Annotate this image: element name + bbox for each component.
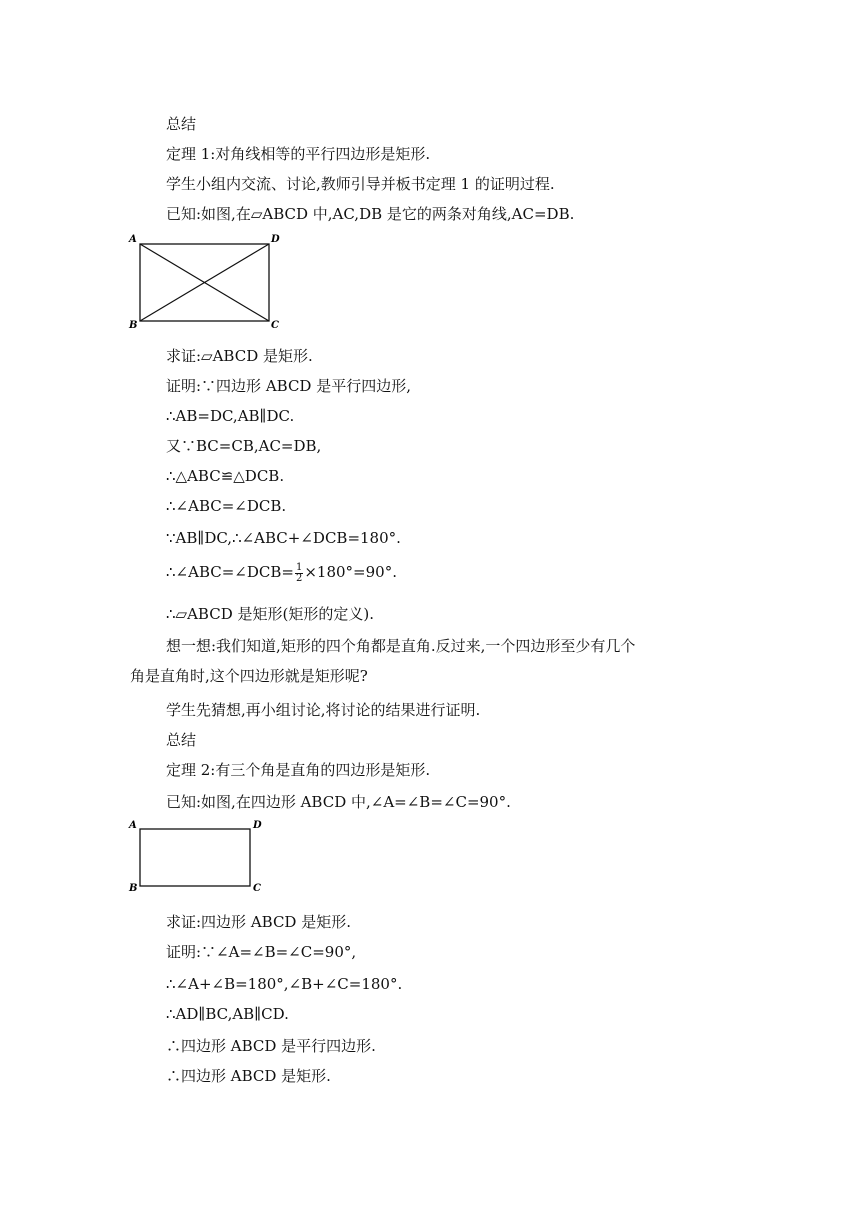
fraction-numerator: 1 (295, 561, 303, 573)
proof-line-fraction (166, 562, 397, 584)
proof-text: ×180°=90°. (304, 563, 397, 581)
prove-1: 求证:▱ABCD 是矩形. (166, 347, 313, 365)
vertex-label-a: A (129, 820, 137, 831)
summary-heading-2: 总结 (166, 731, 197, 749)
summary-heading-1: 总结 (166, 115, 197, 133)
parallelogram-diagonals-figure (126, 230, 286, 332)
vertex-label-c: C (253, 883, 261, 894)
fraction-half (295, 563, 303, 584)
vertex-label-b: B (129, 883, 138, 894)
proof-line: 又∵BC=CB,AC=DB, (166, 437, 322, 455)
proof-line: ∴AD∥BC,AB∥CD. (166, 1005, 289, 1023)
proof-line: ∴∠A+∠B=180°,∠B+∠C=180°. (166, 975, 403, 993)
proof-line: ∴△ABC≌△DCB. (166, 467, 285, 485)
vertex-label-d: D (271, 234, 280, 245)
prove-2: 求证:四边形 ABCD 是矩形. (166, 913, 351, 931)
fraction-denominator: 2 (295, 572, 303, 584)
proof-line: ∵AB∥DC,∴∠ABC+∠DCB=180°. (166, 529, 401, 547)
vertex-label-a: A (129, 234, 137, 245)
theorem-2: 定理 2:有三个角是直角的四边形是矩形. (166, 761, 431, 779)
vertex-label-c: C (271, 320, 279, 331)
rectangle-figure (126, 816, 266, 894)
proof-line: 证明:∵∠A=∠B=∠C=90°, (166, 943, 357, 961)
proof-line: ∴AB=DC,AB∥DC. (166, 407, 295, 425)
proof-text: ∴∠ABC=∠DCB= (166, 563, 294, 581)
vertex-label-b: B (129, 320, 138, 331)
given-2: 已知:如图,在四边形 ABCD 中,∠A=∠B=∠C=90°. (166, 793, 511, 811)
rectangle-shape (140, 829, 250, 886)
text-line: 学生小组内交流、讨论,教师引导并板书定理 1 的证明过程. (166, 175, 555, 193)
think-question-cont: 角是直角时,这个四边形就是矩形呢? (130, 667, 368, 685)
proof-conclusion: ∴▱ABCD 是矩形(矩形的定义). (166, 605, 374, 623)
vertex-label-d: D (253, 820, 262, 831)
theorem-1: 定理 1:对角线相等的平行四边形是矩形. (166, 145, 431, 163)
proof-line: ∴四边形 ABCD 是平行四边形. (166, 1037, 376, 1055)
proof-conclusion: ∴四边形 ABCD 是矩形. (166, 1067, 331, 1085)
given-1: 已知:如图,在▱ABCD 中,AC,DB 是它的两条对角线,AC=DB. (166, 205, 575, 223)
text-line: 学生先猜想,再小组讨论,将讨论的结果进行证明. (166, 701, 481, 719)
think-question: 想一想:我们知道,矩形的四个角都是直角.反过来,一个四边形至少有几个 (166, 637, 636, 655)
proof-line: 证明:∵四边形 ABCD 是平行四边形, (166, 377, 411, 395)
proof-line: ∴∠ABC=∠DCB. (166, 497, 287, 515)
